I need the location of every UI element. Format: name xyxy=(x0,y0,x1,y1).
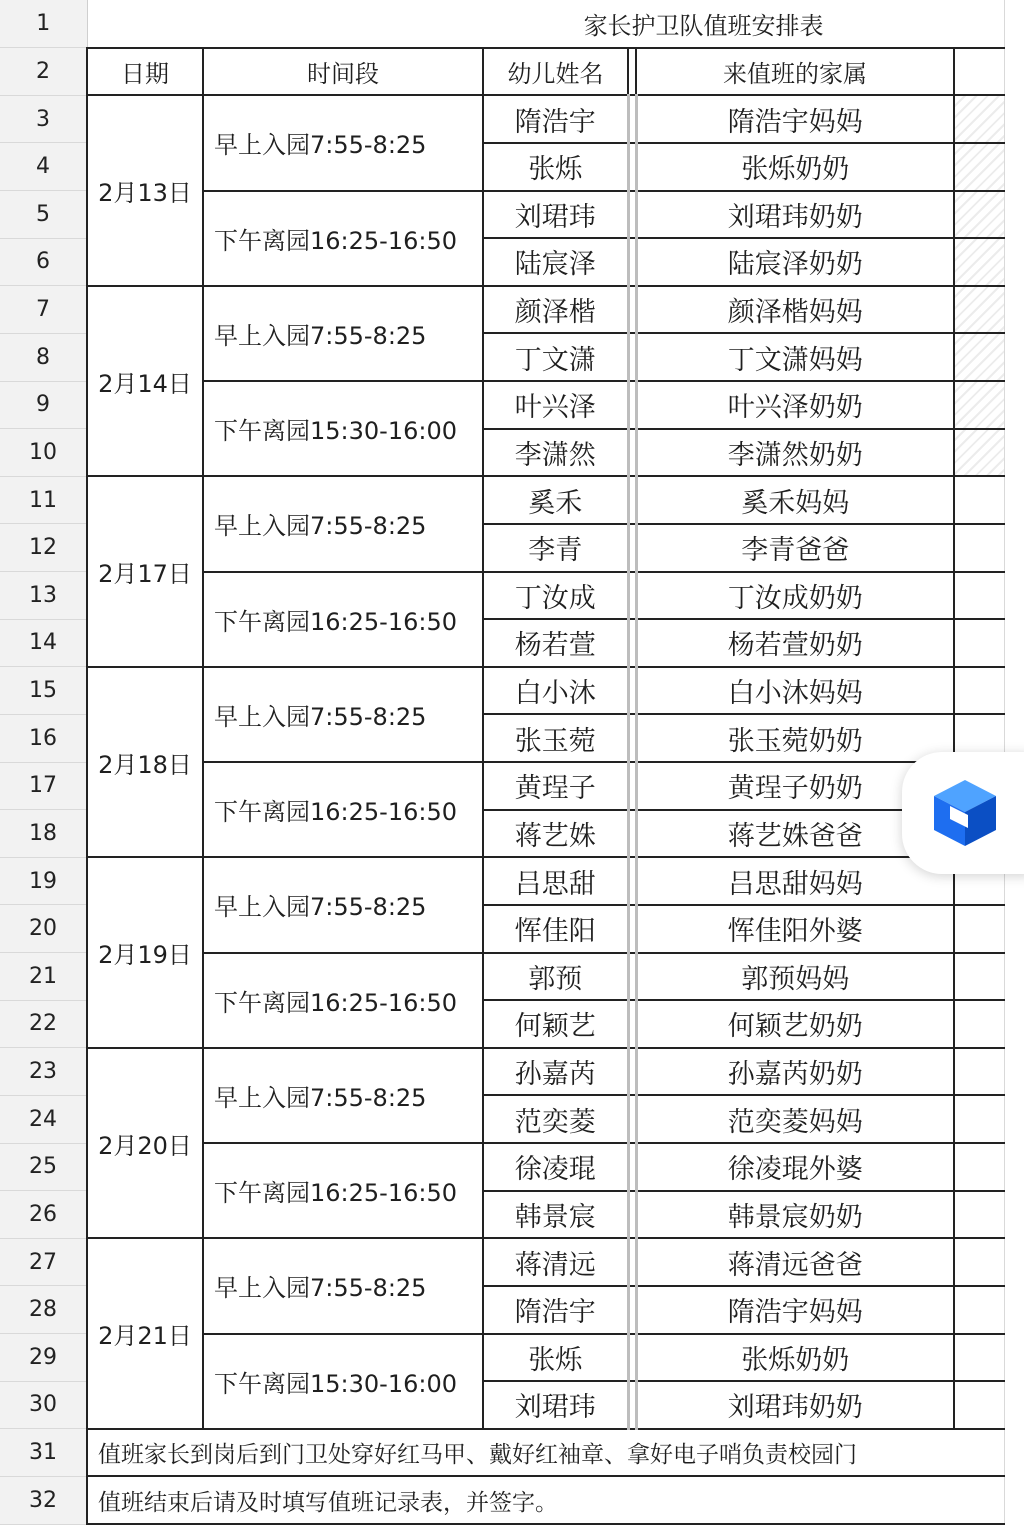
empty-cell[interactable] xyxy=(954,1238,1004,1286)
family-member-cell[interactable]: 白小沐妈妈 xyxy=(636,667,954,715)
row-number[interactable]: 23 xyxy=(0,1048,87,1096)
header-date[interactable]: 日期 xyxy=(87,48,203,96)
family-member-cell[interactable]: 李青爸爸 xyxy=(636,524,954,572)
family-member-cell[interactable]: 奚禾妈妈 xyxy=(636,476,954,524)
row-number[interactable]: 9 xyxy=(0,381,87,429)
row-number[interactable]: 21 xyxy=(0,953,87,1001)
time-slot-cell[interactable]: 下午离园16:25-16:50 xyxy=(203,953,483,1048)
empty-cell[interactable] xyxy=(954,1286,1004,1334)
row-number[interactable]: 24 xyxy=(0,1095,87,1143)
empty-cell[interactable] xyxy=(954,191,1004,239)
child-name-cell[interactable]: 李青 xyxy=(483,524,628,572)
child-name-cell[interactable]: 隋浩宇 xyxy=(483,1286,628,1334)
child-name-cell[interactable]: 李潇然 xyxy=(483,429,628,477)
child-name-cell[interactable]: 徐凌琨 xyxy=(483,1143,628,1191)
floating-app-button[interactable] xyxy=(902,752,1024,874)
family-member-cell[interactable]: 张玉菀奶奶 xyxy=(636,714,954,762)
time-slot-cell[interactable]: 早上入园7:55-8:25 xyxy=(203,667,483,762)
table-row xyxy=(0,95,1004,143)
time-slot-cell[interactable]: 下午离园16:25-16:50 xyxy=(203,1143,483,1238)
time-slot-cell[interactable]: 早上入园7:55-8:25 xyxy=(203,1238,483,1333)
child-name-cell[interactable]: 韩景宸 xyxy=(483,1191,628,1239)
column-divider xyxy=(628,1048,636,1096)
table-row xyxy=(0,667,1004,715)
date-cell[interactable]: 2月20日 xyxy=(87,1048,203,1239)
column-divider xyxy=(628,1238,636,1286)
time-slot-cell[interactable]: 下午离园16:25-16:50 xyxy=(203,191,483,286)
family-member-cell[interactable]: 丁文潇妈妈 xyxy=(636,333,954,381)
child-name-cell[interactable]: 刘珺玮 xyxy=(483,1381,628,1429)
family-member-cell[interactable]: 陆宸泽奶奶 xyxy=(636,238,954,286)
header-time[interactable]: 时间段 xyxy=(203,48,483,96)
column-divider xyxy=(628,1191,636,1239)
note-text[interactable]: 值班结束后请及时填写值班记录表，并签字。 xyxy=(87,1476,1004,1524)
row-number[interactable]: 15 xyxy=(0,667,87,715)
child-name-cell[interactable]: 白小沐 xyxy=(483,667,628,715)
child-name-cell[interactable]: 吕思甜 xyxy=(483,857,628,905)
time-slot-cell[interactable]: 下午离园15:30-16:00 xyxy=(203,381,483,476)
family-member-cell[interactable]: 吕思甜妈妈 xyxy=(636,857,954,905)
family-member-cell[interactable]: 蒋艺姝爸爸 xyxy=(636,810,954,858)
family-member-cell[interactable]: 郭预妈妈 xyxy=(636,953,954,1001)
empty-cell[interactable] xyxy=(954,1095,1004,1143)
time-slot-cell[interactable]: 早上入园7:55-8:25 xyxy=(203,1048,483,1143)
row-number[interactable]: 17 xyxy=(0,762,87,810)
column-divider xyxy=(628,1334,636,1382)
date-cell[interactable]: 2月14日 xyxy=(87,286,203,477)
row-number[interactable]: 12 xyxy=(0,524,87,572)
time-slot-cell[interactable]: 早上入园7:55-8:25 xyxy=(203,857,483,952)
column-divider xyxy=(628,714,636,762)
row-number[interactable]: 25 xyxy=(0,1143,87,1191)
row-number[interactable]: 29 xyxy=(0,1334,87,1382)
child-name-cell[interactable]: 丁文潇 xyxy=(483,333,628,381)
row-number[interactable]: 8 xyxy=(0,333,87,381)
empty-cell[interactable] xyxy=(954,572,1004,620)
column-divider xyxy=(628,667,636,715)
time-slot-cell[interactable]: 下午离园15:30-16:00 xyxy=(203,1334,483,1429)
header-family[interactable]: 来值班的家属 xyxy=(636,48,954,96)
child-name-cell[interactable]: 张玉菀 xyxy=(483,714,628,762)
date-cell[interactable]: 2月13日 xyxy=(87,95,203,286)
empty-cell[interactable] xyxy=(954,667,1004,715)
row-number[interactable]: 2 xyxy=(0,48,87,96)
child-name-cell[interactable]: 杨若萱 xyxy=(483,619,628,667)
family-member-cell[interactable]: 叶兴泽奶奶 xyxy=(636,381,954,429)
header-child[interactable]: 幼儿姓名 xyxy=(483,48,628,96)
date-cell[interactable]: 2月21日 xyxy=(87,1238,203,1429)
table-row xyxy=(0,1238,1004,1286)
column-divider xyxy=(628,381,636,429)
blue-cube-app-icon xyxy=(928,776,1002,850)
empty-cell[interactable] xyxy=(954,381,1004,429)
table-row xyxy=(0,286,1004,334)
column-divider xyxy=(628,953,636,1001)
family-member-cell[interactable]: 颜泽楷妈妈 xyxy=(636,286,954,334)
family-member-cell[interactable]: 隋浩宇妈妈 xyxy=(636,95,954,143)
row-number[interactable]: 19 xyxy=(0,857,87,905)
row-number[interactable]: 32 xyxy=(0,1476,87,1524)
row-number[interactable]: 5 xyxy=(0,191,87,239)
empty-cell[interactable] xyxy=(954,476,1004,524)
child-name-cell[interactable]: 张烁 xyxy=(483,1334,628,1382)
empty-cell[interactable] xyxy=(954,1143,1004,1191)
child-name-cell[interactable]: 刘珺玮 xyxy=(483,191,628,239)
column-divider xyxy=(628,286,636,334)
row-number[interactable]: 10 xyxy=(0,429,87,477)
column-divider xyxy=(628,810,636,858)
family-member-cell[interactable]: 韩景宸奶奶 xyxy=(636,1191,954,1239)
empty-cell[interactable] xyxy=(954,1048,1004,1096)
empty-cell[interactable] xyxy=(954,619,1004,667)
child-name-cell[interactable]: 孙嘉芮 xyxy=(483,1048,628,1096)
row-number[interactable]: 11 xyxy=(0,476,87,524)
child-name-cell[interactable]: 恽佳阳 xyxy=(483,905,628,953)
column-divider xyxy=(628,1000,636,1048)
empty-cell[interactable] xyxy=(954,95,1004,143)
empty-cell[interactable] xyxy=(954,1191,1004,1239)
row-number[interactable]: 26 xyxy=(0,1191,87,1239)
child-name-cell[interactable]: 何颖艺 xyxy=(483,1000,628,1048)
column-divider xyxy=(628,1381,636,1429)
time-slot-cell[interactable]: 下午离园16:25-16:50 xyxy=(203,762,483,857)
child-name-cell[interactable]: 隋浩宇 xyxy=(483,95,628,143)
family-member-cell[interactable]: 何颖艺奶奶 xyxy=(636,1000,954,1048)
row-number[interactable]: 1 xyxy=(0,0,87,48)
family-member-cell[interactable]: 杨若萱奶奶 xyxy=(636,619,954,667)
row-number[interactable]: 13 xyxy=(0,572,87,620)
time-slot-cell[interactable]: 下午离园16:25-16:50 xyxy=(203,572,483,667)
empty-cell[interactable] xyxy=(954,905,1004,953)
child-name-cell[interactable]: 黄珵子 xyxy=(483,762,628,810)
row-number[interactable]: 16 xyxy=(0,714,87,762)
child-name-cell[interactable]: 叶兴泽 xyxy=(483,381,628,429)
child-name-cell[interactable]: 范奕菱 xyxy=(483,1095,628,1143)
row-number[interactable]: 31 xyxy=(0,1429,87,1477)
family-member-cell[interactable]: 蒋清远爸爸 xyxy=(636,1238,954,1286)
row-number[interactable]: 28 xyxy=(0,1286,87,1334)
row-number[interactable]: 14 xyxy=(0,619,87,667)
time-slot-cell[interactable]: 早上入园7:55-8:25 xyxy=(203,95,483,190)
family-member-cell[interactable]: 张烁奶奶 xyxy=(636,1334,954,1382)
family-member-cell[interactable]: 恽佳阳外婆 xyxy=(636,905,954,953)
sheet-title[interactable] xyxy=(87,0,1004,48)
empty-cell[interactable] xyxy=(954,1334,1004,1382)
column-divider xyxy=(628,524,636,572)
column-divider xyxy=(628,333,636,381)
row-number[interactable]: 7 xyxy=(0,286,87,334)
note-row xyxy=(0,1429,1004,1477)
column-divider xyxy=(628,857,636,905)
column-divider xyxy=(628,1095,636,1143)
column-divider xyxy=(628,191,636,239)
time-slot-cell[interactable]: 早上入园7:55-8:25 xyxy=(203,286,483,381)
note-text[interactable]: 值班家长到岗后到门卫处穿好红马甲、戴好红袖章、拿好电子哨负责校园门 xyxy=(87,1429,1004,1477)
child-name-cell[interactable]: 丁汝成 xyxy=(483,572,628,620)
row-number[interactable]: 6 xyxy=(0,238,87,286)
date-cell[interactable]: 2月19日 xyxy=(87,857,203,1048)
empty-cell[interactable] xyxy=(954,1381,1004,1429)
title-text: 家长护卫队值班安排表 xyxy=(583,11,824,40)
table-row xyxy=(0,476,1004,524)
child-name-cell[interactable]: 蒋艺姝 xyxy=(483,810,628,858)
empty-cell[interactable] xyxy=(954,286,1004,334)
row-number[interactable]: 22 xyxy=(0,1000,87,1048)
column-divider xyxy=(628,619,636,667)
table-row xyxy=(0,1048,1004,1096)
family-member-cell[interactable]: 李潇然奶奶 xyxy=(636,429,954,477)
family-member-cell[interactable]: 隋浩宇妈妈 xyxy=(636,1286,954,1334)
column-divider xyxy=(628,95,636,143)
column-divider xyxy=(628,143,636,191)
empty-cell[interactable] xyxy=(954,953,1004,1001)
empty-cell[interactable] xyxy=(954,1000,1004,1048)
row-number[interactable]: 3 xyxy=(0,95,87,143)
family-member-cell[interactable]: 张烁奶奶 xyxy=(636,143,954,191)
header-row xyxy=(0,48,1004,96)
row-number[interactable]: 18 xyxy=(0,810,87,858)
family-member-cell[interactable]: 徐凌琨外婆 xyxy=(636,1143,954,1191)
family-member-cell[interactable]: 黄珵子奶奶 xyxy=(636,762,954,810)
child-name-cell[interactable]: 张烁 xyxy=(483,143,628,191)
row-number[interactable]: 4 xyxy=(0,143,87,191)
row-number[interactable]: 30 xyxy=(0,1381,87,1429)
column-divider xyxy=(628,762,636,810)
family-member-cell[interactable]: 刘珺玮奶奶 xyxy=(636,1381,954,1429)
empty-cell[interactable] xyxy=(954,238,1004,286)
child-name-cell[interactable]: 郭预 xyxy=(483,953,628,1001)
family-member-cell[interactable]: 丁汝成奶奶 xyxy=(636,572,954,620)
empty-cell[interactable] xyxy=(954,333,1004,381)
column-divider xyxy=(628,1143,636,1191)
column-divider xyxy=(628,476,636,524)
table-row xyxy=(0,857,1004,905)
child-name-cell[interactable]: 奚禾 xyxy=(483,476,628,524)
row-number[interactable]: 27 xyxy=(0,1238,87,1286)
empty-cell[interactable] xyxy=(954,524,1004,572)
child-name-cell[interactable]: 陆宸泽 xyxy=(483,238,628,286)
empty-cell[interactable] xyxy=(954,143,1004,191)
column-divider xyxy=(628,429,636,477)
column-divider xyxy=(628,238,636,286)
time-slot-cell[interactable]: 早上入园7:55-8:25 xyxy=(203,476,483,571)
column-divider xyxy=(628,572,636,620)
child-name-cell[interactable]: 蒋清远 xyxy=(483,1238,628,1286)
title-row xyxy=(0,0,1004,48)
date-cell[interactable]: 2月17日 xyxy=(87,476,203,667)
family-member-cell[interactable]: 范奕菱妈妈 xyxy=(636,1095,954,1143)
column-divider xyxy=(628,1286,636,1334)
family-member-cell[interactable]: 孙嘉芮奶奶 xyxy=(636,1048,954,1096)
column-divider xyxy=(628,48,636,96)
column-divider xyxy=(628,905,636,953)
empty-cell[interactable] xyxy=(954,48,1004,96)
empty-cell[interactable] xyxy=(954,429,1004,477)
row-number[interactable]: 20 xyxy=(0,905,87,953)
family-member-cell[interactable]: 刘珺玮奶奶 xyxy=(636,191,954,239)
child-name-cell[interactable]: 颜泽楷 xyxy=(483,286,628,334)
date-cell[interactable]: 2月18日 xyxy=(87,667,203,858)
note-row xyxy=(0,1476,1004,1524)
